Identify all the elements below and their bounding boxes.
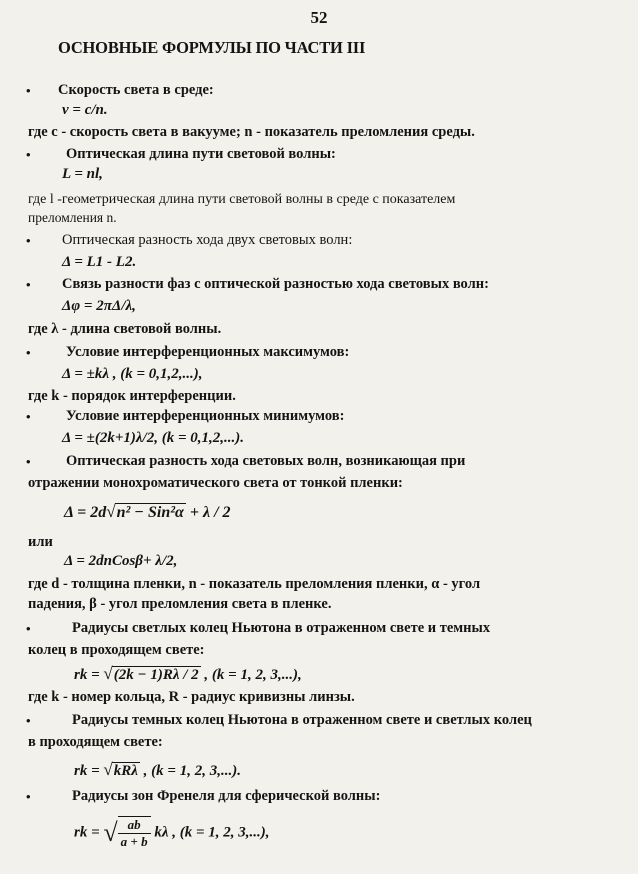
heading-bright-rings-1: Радиусы светлых колец Ньютона в отраженном свете и темных — [72, 620, 491, 636]
heading-thin-film-2: отражении монохроматического света от тонкой пленки: — [28, 475, 403, 491]
heading-bright-rings-2: колец в проходящем свете: — [28, 642, 205, 658]
heading-thin-film-1: Оптическая разность хода световых волн, возникающая при — [66, 453, 466, 469]
bullet: • — [26, 147, 31, 162]
formula-thin-film: Δ = 2d√n² − Sin²α + λ / 2 — [64, 502, 231, 521]
formula-dark-rings: rk = √kRλ , (k = 1, 2, 3,...). — [74, 760, 241, 779]
bullet: • — [26, 83, 31, 98]
heading-speed-of-light: Скорость света в среде: — [58, 82, 214, 98]
formula-phase-difference: Δφ = 2πΔ/λ, — [62, 298, 136, 314]
bullet: • — [26, 345, 31, 360]
heading-dark-rings-2: в проходящем свете: — [28, 734, 163, 750]
note-optical-path-2: преломления n. — [28, 210, 117, 225]
bullet: • — [26, 409, 31, 424]
note-speed: где c - скорость света в вакууме; n - показатель преломления среды. — [28, 124, 475, 140]
heading-optical-path: Оптическая длина пути световой волны: — [66, 146, 336, 162]
heading-minima: Условие интерференционных минимумов: — [66, 408, 345, 424]
note-optical-path-1: где l -геометрическая длина пути световой волны в среде с показателем — [28, 192, 456, 207]
page-number: 52 — [310, 8, 328, 27]
bullet: • — [26, 789, 31, 804]
heading-dark-rings-1: Радиусы темных колец Ньютона в отраженном свете и светлых колец — [72, 712, 532, 728]
heading-phase-difference: Связь разности фаз с оптической разностью хода световых волн: — [62, 276, 489, 292]
page-title: ОСНОВНЫЕ ФОРМУЛЫ ПО ЧАСТИ III — [58, 38, 366, 57]
heading-fresnel-zones: Радиусы зон Френеля для сферической волны: — [72, 788, 381, 804]
formula-speed: v = c/n. — [62, 102, 108, 118]
bullet: • — [26, 277, 31, 292]
sqrt-radicand: n² − Sin²α — [116, 504, 184, 521]
formula-path-difference: Δ = L1 - L2. — [62, 254, 137, 270]
note-wavelength: где λ - длина световой волны. — [28, 321, 222, 337]
bullet: • — [26, 713, 31, 728]
formula-optical-path: L = nl, — [62, 166, 103, 182]
formula-maxima: Δ = ±kλ , (k = 0,1,2,...), — [62, 366, 203, 382]
bullet: • — [26, 621, 31, 636]
formula-thin-film-cos: Δ = 2dnCosβ+ λ/2, — [64, 553, 178, 569]
heading-path-difference: Оптическая разность хода двух световых волн: — [62, 232, 353, 248]
note-thin-film-1: где d - толщина пленки, n - показатель преломления пленки, α - угол — [28, 576, 481, 592]
bullet: • — [26, 454, 31, 469]
note-thin-film-2: падения, β - угол преломления света в пленке. — [28, 596, 332, 612]
bullet: • — [26, 233, 31, 248]
heading-maxima: Условие интерференционных максимумов: — [66, 344, 350, 360]
formula-fresnel-zones: rk = √ $\frac{ab}{a + b}$ kλ , (k = 1, 2, 3,...), — [74, 817, 270, 849]
formula-minima: Δ = ±(2k+1)λ/2, (k = 0,1,2,...). — [62, 430, 245, 446]
text-or: или — [28, 534, 53, 550]
note-order: где k - порядок интерференции. — [28, 388, 236, 404]
formula-bright-rings: rk = √(2k − 1)Rλ / 2 , (k = 1, 2, 3,...), — [74, 664, 302, 683]
note-ring-number: где k - номер кольца, R - радиус кривизны линзы. — [28, 689, 355, 705]
